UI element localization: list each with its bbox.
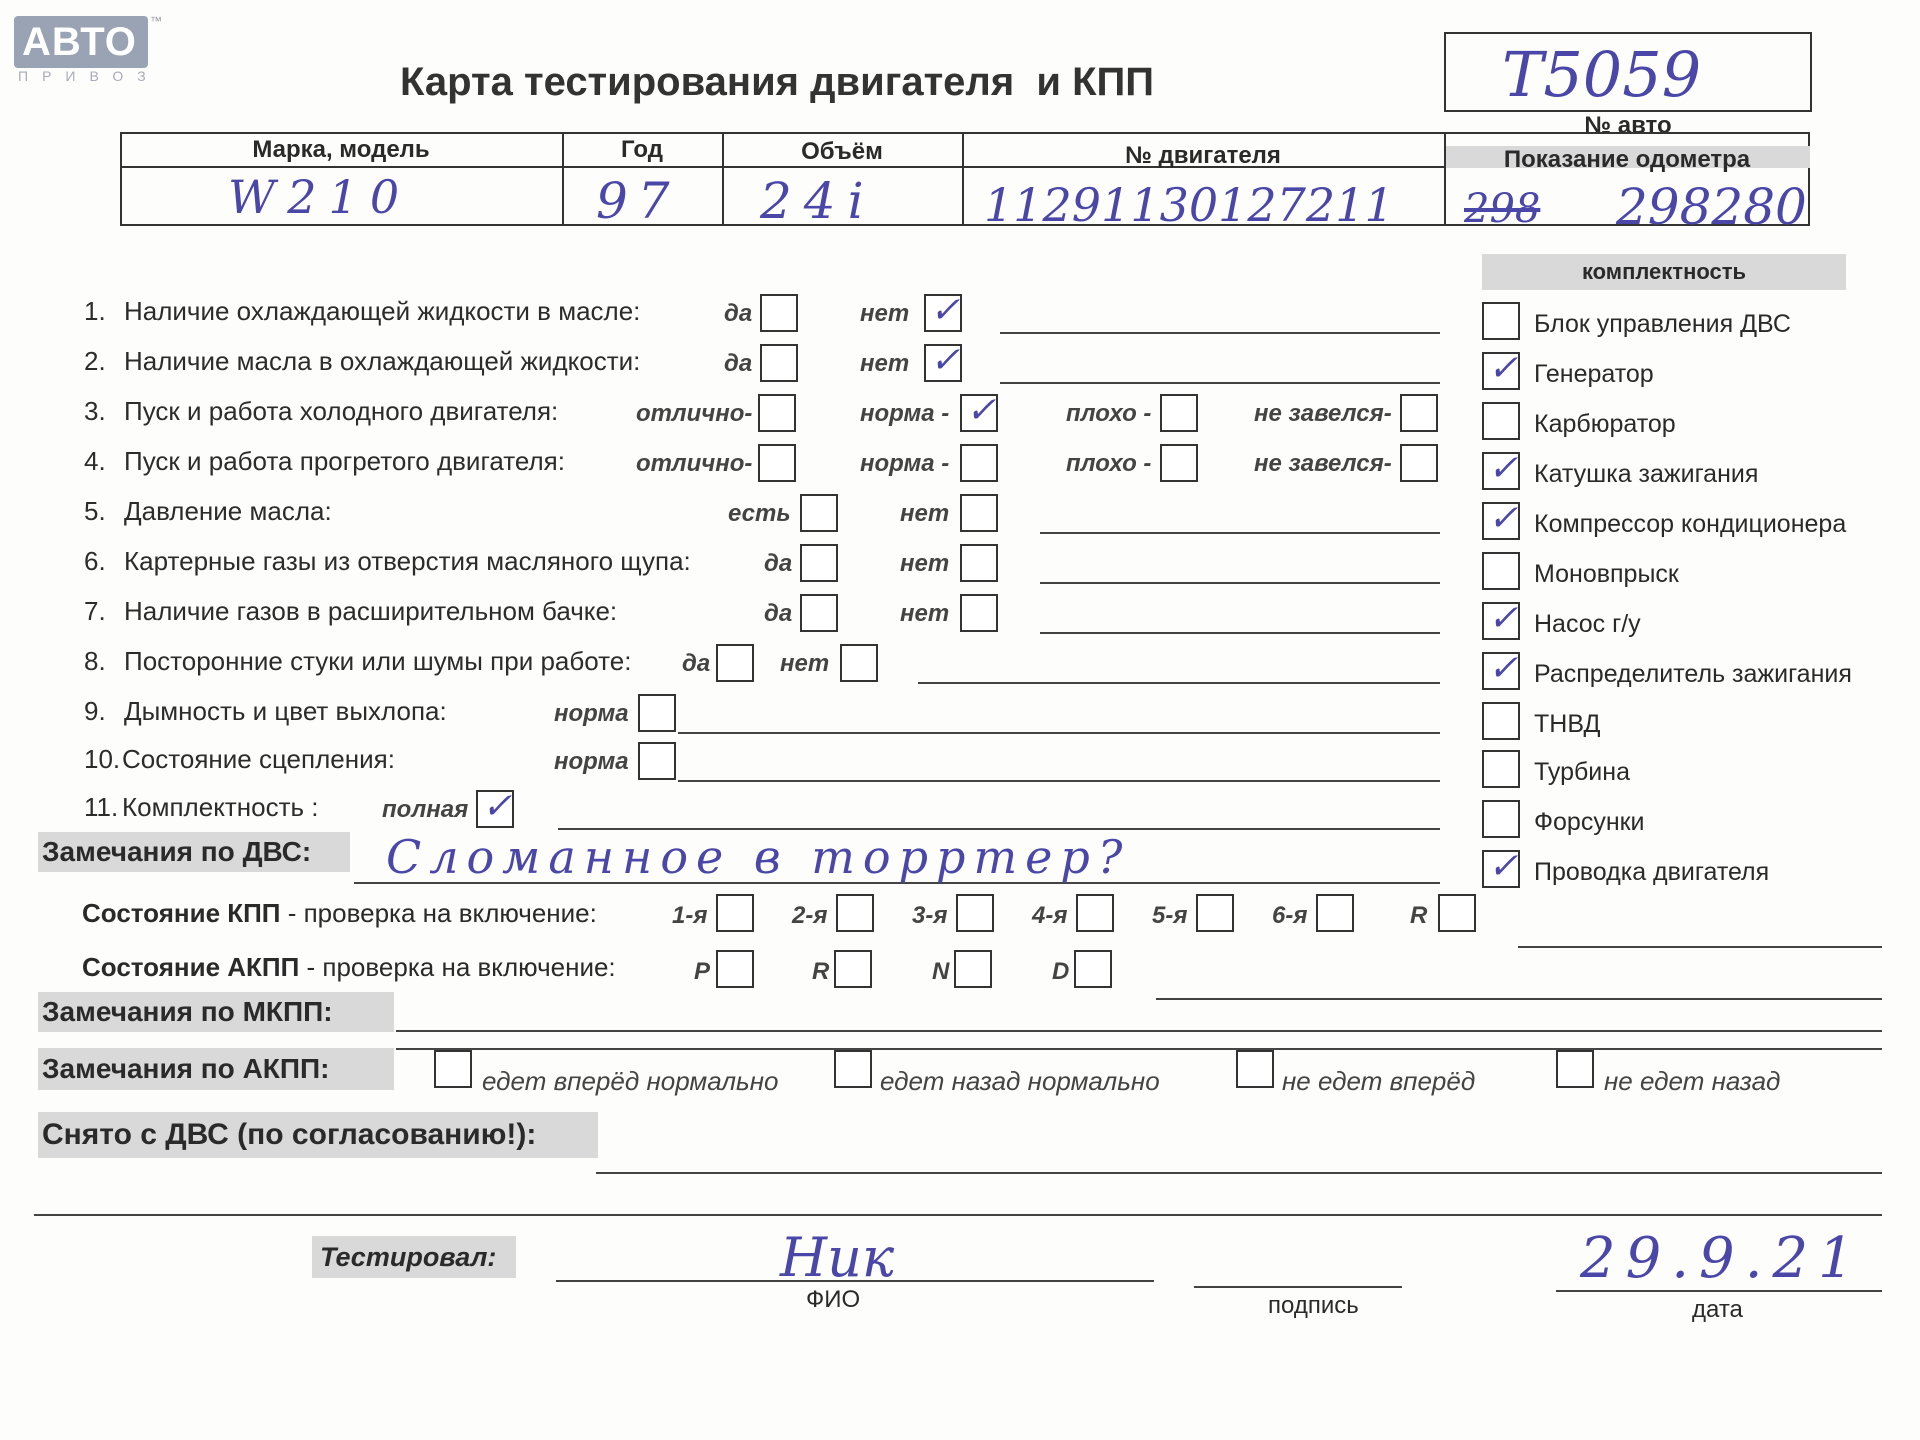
akpp-remark-checkbox[interactable] — [1236, 1050, 1274, 1088]
gear-checkbox[interactable] — [1196, 894, 1234, 932]
question-number: 8. — [84, 646, 106, 676]
question-text: Картерные газы из отверстия масляного щупа: — [124, 546, 691, 576]
gear-checkbox[interactable] — [956, 894, 994, 932]
akpp-mode-label: P — [694, 958, 711, 985]
completeness-checkbox[interactable] — [1482, 348, 1520, 390]
akpp-mode-checkbox[interactable] — [716, 950, 754, 988]
akpp-remark-option-label: не едет назад — [1604, 1066, 1781, 1096]
completeness-item-label: Катушка зажигания — [1534, 460, 1759, 488]
page-title: Карта тестирования двигателя и КПП — [400, 60, 1155, 104]
completeness-item-label: Насос г/у — [1534, 610, 1641, 638]
value-odometer: 298280 — [1616, 178, 1807, 236]
answer-line — [918, 682, 1440, 684]
question-number: 11. — [84, 792, 119, 822]
akpp-mode-label: N — [932, 958, 950, 985]
gear-label: 3-я — [912, 902, 948, 929]
completeness-item-label: ТНВД — [1534, 710, 1601, 738]
fio-label: ФИО — [806, 1286, 861, 1313]
col-header-year: Год — [621, 136, 663, 163]
akpp-remark-checkbox[interactable] — [1556, 1050, 1594, 1088]
akpp-label — [82, 952, 616, 983]
question-number: 6. — [84, 546, 106, 576]
check-mark-icon: ✓ — [930, 290, 961, 331]
option-checkbox[interactable] — [760, 294, 798, 332]
option-checkbox[interactable] — [760, 344, 798, 382]
option-checkbox[interactable] — [638, 742, 676, 780]
sign-line — [1194, 1286, 1402, 1288]
option-checkbox[interactable] — [758, 394, 796, 432]
akpp-remark-option-label: не едет вперёд — [1282, 1066, 1476, 1096]
mkpp-remarks-line-2 — [396, 1048, 1882, 1050]
completeness-checkbox[interactable] — [1482, 702, 1520, 740]
option-label: нет — [780, 650, 830, 677]
logo-sub-text: ПРИВОЗ — [18, 68, 160, 84]
answer-line — [1040, 532, 1440, 534]
option-label: норма - — [860, 400, 950, 427]
completeness-checkbox[interactable] — [1482, 552, 1520, 590]
question-number: 4. — [84, 446, 106, 476]
gear-label: R — [1410, 902, 1428, 929]
option-checkbox[interactable] — [960, 594, 998, 632]
dvs-remarks-value: Сломанное в торртер? — [386, 830, 1131, 884]
car-number-label: № авто — [1584, 112, 1672, 139]
kpp-label-rest: - проверка на включение: — [280, 898, 597, 928]
option-checkbox[interactable] — [924, 340, 962, 382]
answer-line — [1000, 332, 1440, 334]
option-label: норма — [554, 748, 629, 775]
akpp-label-bold: Состояние АКПП — [82, 952, 300, 982]
option-label: отлично- — [636, 400, 753, 427]
completeness-checkbox[interactable] — [1482, 800, 1520, 838]
fio-value: Ник — [780, 1226, 895, 1289]
check-mark-icon: ✓ — [1488, 448, 1519, 489]
question-number: 3. — [84, 396, 106, 426]
option-label: да — [764, 600, 793, 627]
check-mark-icon: ✓ — [1488, 648, 1519, 689]
tested-label: Тестировал: — [312, 1236, 516, 1278]
option-checkbox[interactable] — [800, 594, 838, 632]
logo-tm: ™ — [150, 14, 162, 28]
completeness-checkbox[interactable] — [1482, 750, 1520, 788]
completeness-checkbox[interactable] — [1482, 402, 1520, 440]
akpp-mode-label: R — [812, 958, 830, 985]
col-header-engine-no: № двигателя — [1125, 142, 1281, 169]
option-checkbox[interactable] — [960, 390, 998, 432]
question-text: Давление масла: — [124, 496, 332, 526]
option-label: плохо - — [1066, 450, 1152, 477]
question-number: 9. — [84, 696, 106, 726]
gear-label: 5-я — [1152, 902, 1188, 929]
answer-line — [678, 780, 1440, 782]
option-label: нет — [900, 500, 950, 527]
option-checkbox[interactable] — [1160, 444, 1198, 482]
completeness-item-label: Проводка двигателя — [1534, 858, 1770, 886]
gear-label: 1-я — [672, 902, 708, 929]
completeness-item-label: Генератор — [1534, 360, 1654, 388]
akpp-remark-option-label: едет вперёд нормально — [482, 1066, 779, 1096]
gear-checkbox[interactable] — [716, 894, 754, 932]
akpp-remarks-label: Замечания по АКПП: — [38, 1048, 394, 1090]
check-mark-icon: ✓ — [1488, 498, 1519, 539]
kpp-label-bold: Состояние КПП — [82, 898, 281, 928]
gear-label: 6-я — [1272, 902, 1308, 929]
question-text: Дымность и цвет выхлопа: — [124, 696, 447, 726]
option-checkbox[interactable] — [960, 494, 998, 532]
completeness-item-label: Форсунки — [1534, 808, 1645, 836]
answer-line — [1000, 382, 1440, 384]
check-mark-icon: ✓ — [930, 340, 961, 381]
kpp-line — [1518, 946, 1882, 948]
car-number-box — [1444, 32, 1812, 112]
check-mark-icon: ✓ — [1488, 846, 1519, 887]
question-number: 2. — [84, 346, 106, 376]
completeness-item-label: Распределитель зажигания — [1534, 660, 1852, 688]
option-checkbox[interactable] — [840, 644, 878, 682]
option-checkbox[interactable] — [800, 544, 838, 582]
option-label: отлично- — [636, 450, 753, 477]
question-text: Комплектность : — [122, 792, 319, 822]
option-label: не завелся- — [1254, 400, 1392, 427]
value-odometer-struck: 298 — [1464, 186, 1541, 232]
question-number: 10. — [84, 744, 121, 774]
date-label: дата — [1692, 1296, 1743, 1323]
removed-line — [596, 1172, 1882, 1174]
option-checkbox[interactable] — [960, 544, 998, 582]
option-label: норма — [554, 700, 629, 727]
option-label: плохо - — [1066, 400, 1152, 427]
option-label: да — [682, 650, 711, 677]
value-volume: 24i — [760, 172, 876, 230]
option-label: есть — [728, 500, 791, 527]
question-text: Наличие масла в охлаждающей жидкости: — [124, 346, 641, 376]
kpp-label — [82, 898, 597, 929]
option-checkbox[interactable] — [1400, 444, 1438, 482]
question-number: 5. — [84, 496, 106, 526]
akpp-remark-checkbox[interactable] — [834, 1050, 872, 1088]
answer-line — [678, 732, 1440, 734]
option-checkbox[interactable] — [638, 694, 676, 732]
option-checkbox[interactable] — [924, 290, 962, 332]
completeness-checkbox[interactable] — [1482, 648, 1520, 690]
option-label: нет — [860, 350, 910, 377]
check-mark-icon: ✓ — [1488, 348, 1519, 389]
option-checkbox[interactable] — [758, 444, 796, 482]
option-checkbox[interactable] — [800, 494, 838, 532]
col-header-model: Марка, модель — [252, 136, 430, 163]
completeness-item-label: Карбюратор — [1534, 410, 1676, 438]
question-number: 7. — [84, 596, 106, 626]
dvs-remarks-label: Замечания по ДВС: — [38, 832, 350, 872]
akpp-mode-label: D — [1052, 958, 1070, 985]
question-text: Состояние сцепления: — [122, 744, 395, 774]
question-text: Пуск и работа холодного двигателя: — [124, 396, 559, 426]
gear-checkbox[interactable] — [1438, 894, 1476, 932]
completeness-item-label: Моновпрыск — [1534, 560, 1679, 588]
mkpp-remarks-label: Замечания по МКПП: — [38, 992, 394, 1032]
removed-label: Снято с ДВС (по согласованию!): — [38, 1112, 598, 1158]
option-checkbox[interactable] — [960, 444, 998, 482]
akpp-line — [1156, 998, 1882, 1000]
akpp-mode-checkbox[interactable] — [834, 950, 872, 988]
gear-checkbox[interactable] — [1316, 894, 1354, 932]
completeness-checkbox[interactable] — [1482, 846, 1520, 888]
value-year: 97 — [596, 172, 680, 230]
completeness-item-label: Турбина — [1534, 758, 1630, 786]
completeness-checkbox[interactable] — [1482, 448, 1520, 490]
answer-line — [1040, 632, 1440, 634]
gear-checkbox[interactable] — [836, 894, 874, 932]
gear-label: 2-я — [792, 902, 828, 929]
col-header-volume: Объём — [801, 138, 883, 165]
answer-line — [1040, 582, 1440, 584]
question-text: Пуск и работа прогретого двигателя: — [124, 446, 565, 476]
question-text: Наличие газов в расширительном бачке: — [124, 596, 618, 626]
gear-checkbox[interactable] — [1076, 894, 1114, 932]
completeness-checkbox[interactable] — [1482, 498, 1520, 540]
akpp-remark-option-label: едет назад нормально — [880, 1066, 1160, 1096]
completeness-checkbox[interactable] — [1482, 302, 1520, 340]
completeness-title: комплектность — [1482, 254, 1846, 290]
option-checkbox[interactable] — [1400, 394, 1438, 432]
value-engine-no: 11291130127211 — [984, 178, 1394, 232]
date-value: 29.9.21 — [1580, 1226, 1864, 1291]
value-model: W210 — [228, 170, 412, 224]
option-label: не завелся- — [1254, 450, 1392, 477]
check-mark-icon: ✓ — [966, 390, 997, 431]
mkpp-remarks-line — [396, 1030, 1882, 1032]
option-checkbox[interactable] — [1160, 394, 1198, 432]
option-label: нет — [860, 300, 910, 327]
logo — [14, 16, 148, 68]
sign-label: подпись — [1268, 1292, 1359, 1319]
logo-main-text: АВТО — [22, 20, 137, 64]
option-label: норма - — [860, 450, 950, 477]
check-mark-icon: ✓ — [1488, 598, 1519, 639]
question-number: 1. — [84, 296, 106, 326]
akpp-label-rest: - проверка на включение: — [299, 952, 616, 982]
car-number-value: T5059 — [1502, 38, 1702, 111]
akpp-mode-checkbox[interactable] — [954, 950, 992, 988]
option-label: да — [724, 350, 753, 377]
option-checkbox[interactable] — [476, 786, 514, 828]
completeness-item-label: Компрессор кондиционера — [1534, 510, 1847, 538]
option-checkbox[interactable] — [716, 644, 754, 682]
check-mark-icon: ✓ — [482, 786, 513, 827]
akpp-mode-checkbox[interactable] — [1074, 950, 1112, 988]
option-label: полная — [382, 796, 469, 823]
option-label: нет — [900, 600, 950, 627]
col-header-odometer: Показание одометра — [1503, 146, 1751, 173]
gear-label: 4-я — [1032, 902, 1068, 929]
question-text: Посторонние стуки или шумы при работе: — [124, 646, 632, 676]
answer-line — [558, 828, 1440, 830]
akpp-remark-checkbox[interactable] — [434, 1050, 472, 1088]
option-label: да — [724, 300, 753, 327]
question-text: Наличие охлаждающей жидкости в масле: — [124, 296, 641, 326]
completeness-checkbox[interactable] — [1482, 598, 1520, 640]
option-label: нет — [900, 550, 950, 577]
completeness-item-label: Блок управления ДВС — [1534, 310, 1791, 338]
option-label: да — [764, 550, 793, 577]
separator-line — [34, 1214, 1882, 1216]
